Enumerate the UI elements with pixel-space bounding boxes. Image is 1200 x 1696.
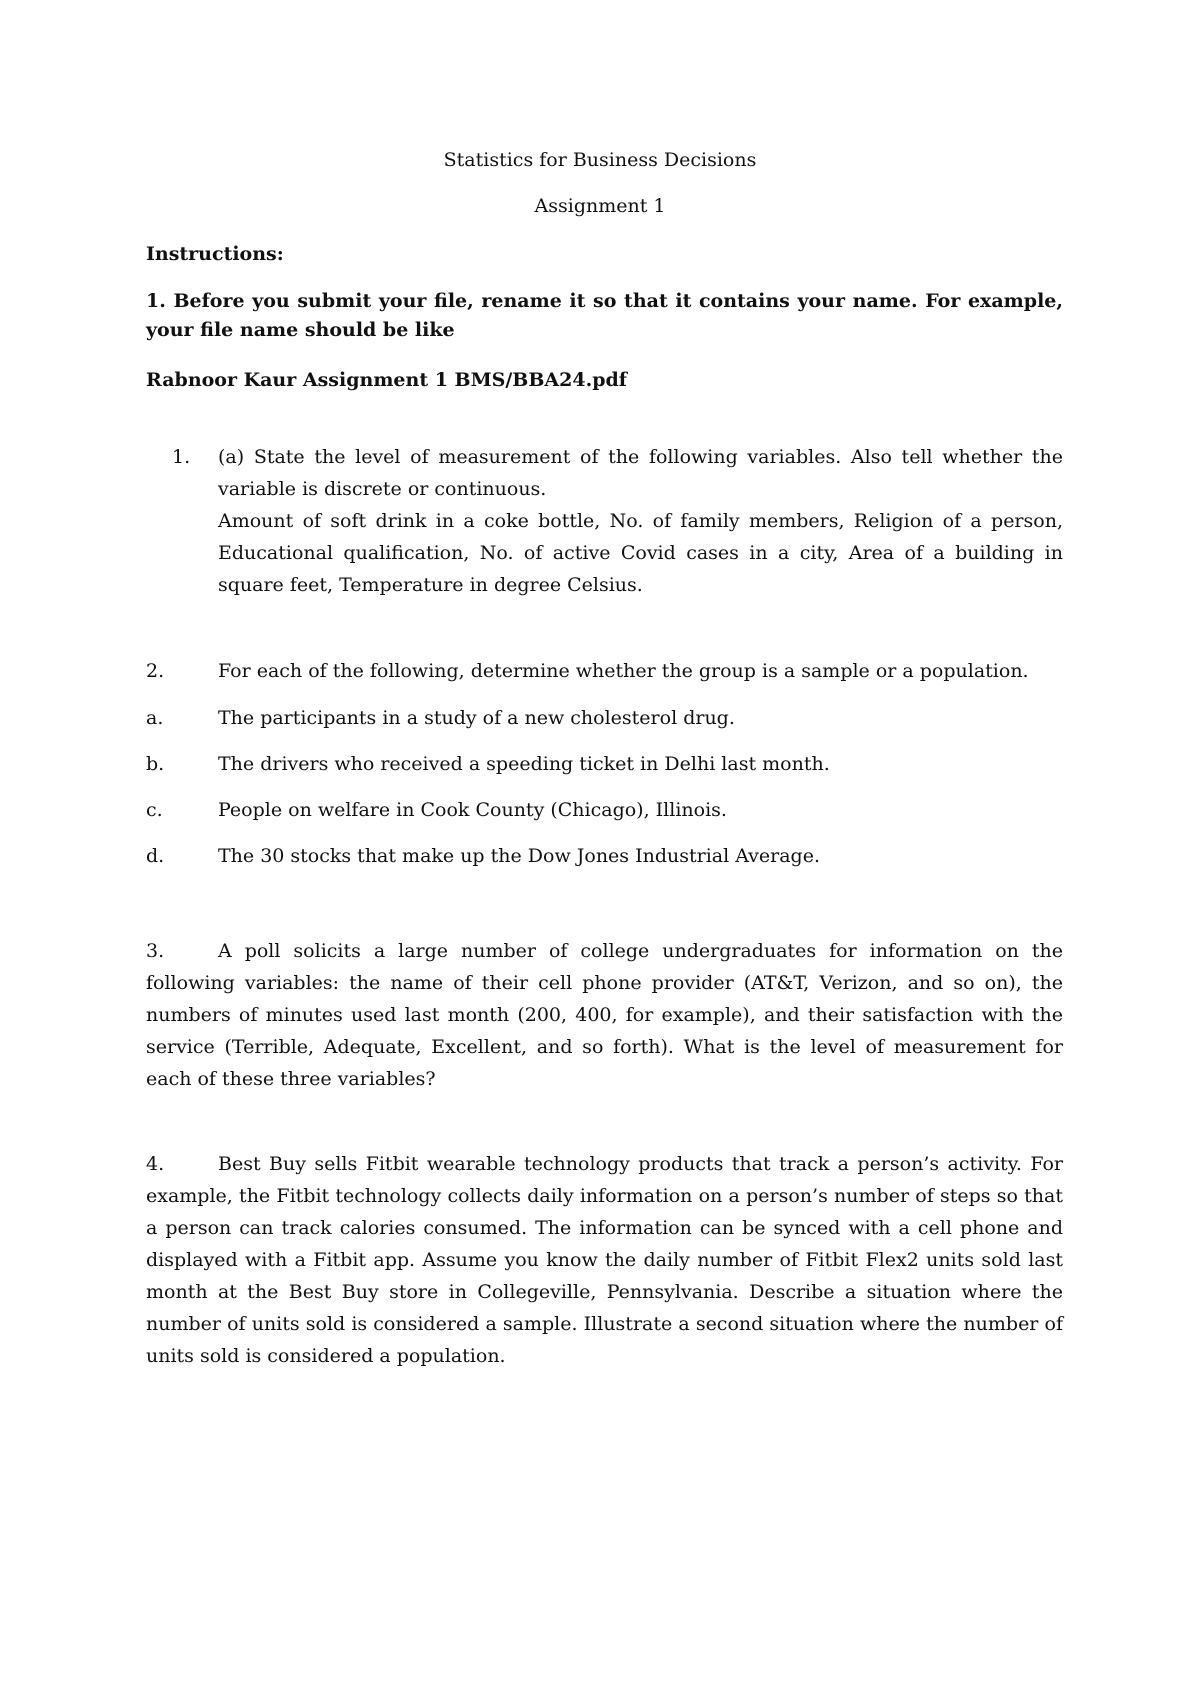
q2-number: 2. <box>146 660 165 682</box>
assignment-title: Assignment 1 <box>534 195 666 217</box>
example-filename: Rabnoor Kaur Assignment 1 BMS/BBA24.pdf <box>146 369 627 391</box>
q4-number: 4. <box>146 1153 165 1175</box>
course-title: Statistics for Business Decisions <box>443 149 757 171</box>
q1-number: 1. <box>172 446 191 468</box>
q2-item-a: The participants in a study of a new cholesterol drug. <box>218 707 735 729</box>
q1-variables: Amount of soft drink in a coke bottle, No. of family members, Religion of a person, Educational qualification, No. of active Covid cases in a city, Area of a building in square feet, Temperature in degree Celsius. <box>218 510 1063 596</box>
q2-item-c: People on welfare in Cook County (Chicago), Illinois. <box>218 799 727 821</box>
instruction-item-1: 1. Before you submit your file, rename it so that it contains your name. For example, your file name should be like <box>146 290 1063 341</box>
q2-item-d-marker: d. <box>146 845 165 867</box>
q2-item-b: The drivers who received a speeding ticket in Delhi last month. <box>218 753 830 775</box>
q2-text: For each of the following, determine whether the group is a sample or a population. <box>218 660 1029 682</box>
q2-item-d: The 30 stocks that make up the Dow Jones Industrial Average. <box>218 845 821 867</box>
q3-text: A poll solicits a large number of college undergraduates for information on the following variables: the name of their cell phone provider (AT&T, Verizon, and so on), the numbers of minutes used last month (200, 400, for example), and their satisfaction with the service (Terrible, Adequate, Excellent, and so forth). What is the level of measurement for each of these three variables? <box>146 940 1063 1090</box>
q3-number: 3. <box>146 940 165 962</box>
q2-item-a-marker: a. <box>146 707 164 729</box>
q1-text: (a) State the level of measurement of the following variables. Also tell whether the variable is discrete or continuous. <box>218 446 1063 500</box>
q2-item-b-marker: b. <box>146 753 165 775</box>
instructions-heading: Instructions: <box>146 243 284 265</box>
q2-item-c-marker: c. <box>146 799 163 821</box>
q4-text: Best Buy sells Fitbit wearable technology products that track a person’s activity. For example, the Fitbit technology collects daily information on a person’s number of steps so that a person can track calories consumed. The information can be synced with a cell phone and displayed with a Fitbit app. Assume you know the daily number of Fitbit Flex2 units sold last month at the Best Buy store in Collegeville, Pennsylvania. Describe a situation where the number of units sold is considered a sample. Illustrate a second situation where the number of units sold is considered a population. <box>146 1153 1063 1367</box>
